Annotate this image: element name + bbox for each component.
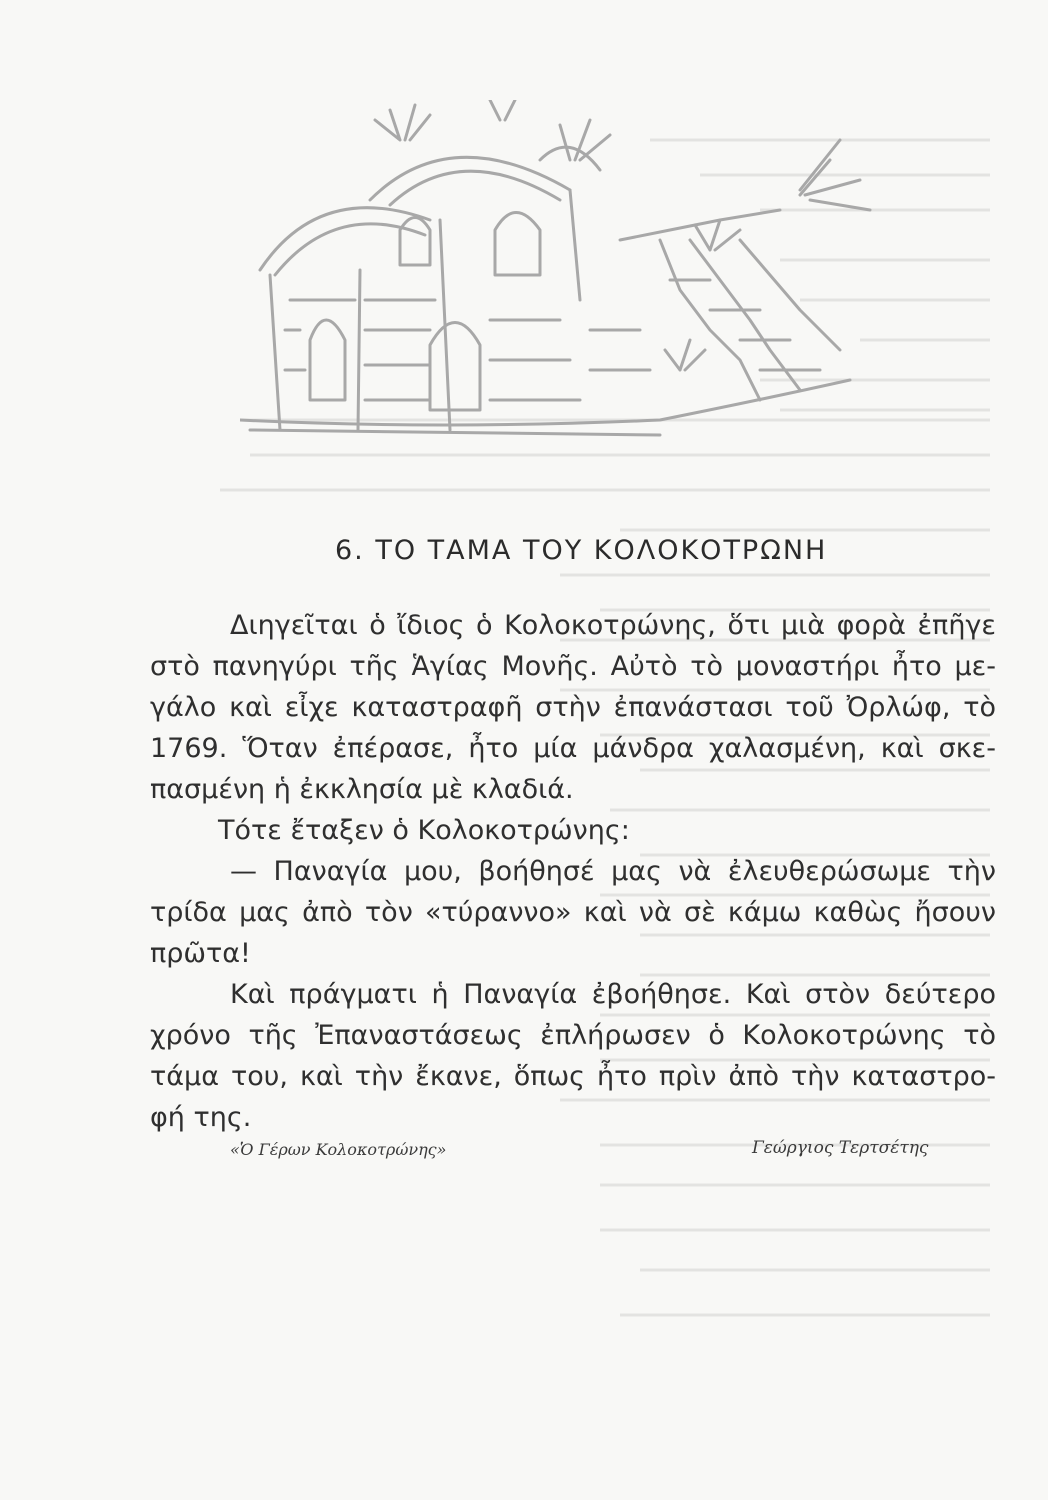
source-citation: «Ὁ Γέρων Κολοκοτρώνης» bbox=[230, 1140, 447, 1159]
text-line: Καὶ πράγματι ἡ Παναγία ἐβοήθησε. Καὶ στὸν δεύτερο bbox=[230, 979, 996, 1010]
text-line: 1769. Ὅταν ἐπέρασε, ἦτο μία μάνδρα χαλασμένη, καὶ σκε- bbox=[150, 733, 996, 764]
text-line: χρόνο τῆς Ἐπαναστάσεως ἐπλήρωσεν ὁ Κολοκοτρώνης τὸ bbox=[150, 1020, 996, 1051]
monastery-sketch bbox=[240, 100, 900, 460]
text-line: φή της. bbox=[150, 1102, 252, 1133]
text-line: πρῶτα! bbox=[150, 938, 251, 969]
text-line: Τότε ἔταξεν ὁ Κολοκοτρώνης: bbox=[218, 815, 630, 846]
story-text bbox=[150, 605, 996, 1138]
text-line: πασμένη ἡ ἐκκλησία μὲ κλαδιά. bbox=[150, 774, 574, 805]
text-line: τάμα του, καὶ τὴν ἔκανε, ὅπως ἦτο πρὶν ἀπὸ τὴν καταστρο- bbox=[150, 1061, 996, 1092]
text-line: — Παναγία μου, βοήθησέ μας νὰ ἐλευθερώσωμε τὴν bbox=[230, 856, 996, 887]
text-line: στὸ πανηγύρι τῆς Ἁγίας Μονῆς. Αὐτὸ τὸ μοναστήρι ἦτο με- bbox=[150, 651, 996, 682]
text-line: τρίδα μας ἀπὸ τὸν «τύραννο» καὶ νὰ σὲ κάμω καθὼς ἤσουν bbox=[150, 897, 996, 928]
text-line: Διηγεῖται ὁ ἴδιος ὁ Κολοκοτρώνης, ὅτι μιὰ φορὰ ἐπῆγε bbox=[230, 610, 996, 641]
text-line: γάλο καὶ εἶχε καταστραφῆ στὴν ἐπανάστασι τοῦ Ὀρλώφ, τὸ bbox=[150, 692, 996, 723]
author-name: Γεώργιος Τερτσέτης bbox=[752, 1138, 929, 1158]
chapter-title: 6. ΤΟ ΤΑΜΑ ΤΟΥ ΚΟΛΟΚΟΤΡΩΝΗ bbox=[335, 535, 828, 566]
